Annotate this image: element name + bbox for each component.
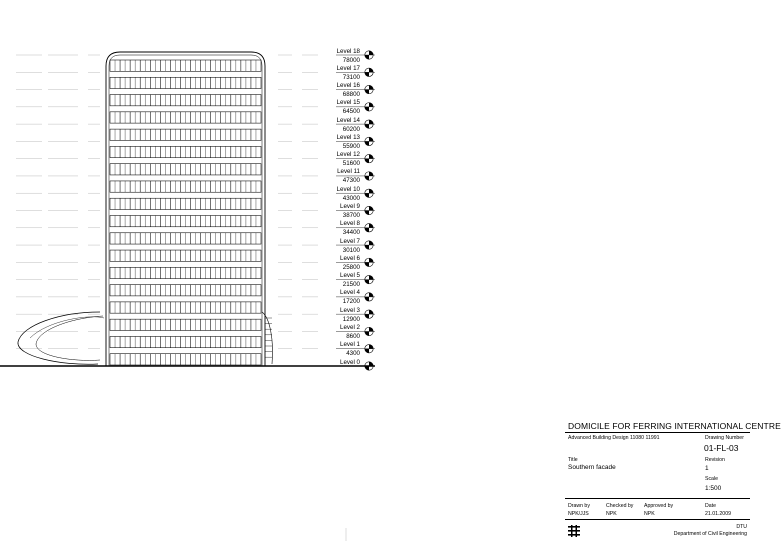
level-name: Level 6: [340, 254, 360, 262]
title-block: [565, 415, 781, 541]
podium-shell-right: [262, 312, 273, 364]
level-elevation: 8600: [346, 332, 360, 340]
revision-value: 1: [705, 465, 709, 472]
level-marker-icon: [363, 345, 375, 353]
level-elevation: 34400: [342, 229, 360, 237]
level-elevation: 64500: [342, 108, 360, 116]
scale-label: Scale: [705, 476, 718, 482]
level-marker-icon: [363, 206, 375, 214]
level-name: Level 3: [340, 306, 360, 314]
date-label: Date: [705, 503, 716, 509]
level-elevation: 21500: [342, 281, 360, 289]
level-marker-icon: [363, 120, 375, 128]
level-name: Level 10: [336, 185, 360, 193]
drawing-number: 01-FL-03: [704, 443, 739, 453]
level-marker-icon: [363, 258, 375, 266]
level-name: Level 1: [340, 341, 360, 349]
divider: [565, 519, 750, 520]
level-marker-icon: [363, 68, 375, 76]
level-name: Level 13: [336, 133, 360, 141]
tower-elevation: [106, 52, 265, 366]
level-elevation: 43000: [342, 194, 360, 202]
revision-label: Revision: [705, 457, 725, 463]
checked-by-value: NPK: [606, 511, 617, 517]
level-extension-lines: [16, 55, 318, 349]
podium-inner-shell: [36, 316, 103, 360]
level-marker-icon: [363, 51, 375, 59]
level-marker-icon: [363, 172, 375, 180]
title-label: Title: [568, 457, 578, 463]
level-elevation: 73100: [342, 73, 360, 81]
podium-edge: [30, 317, 104, 338]
level-name: Level 14: [336, 116, 360, 124]
level-name: Level 12: [336, 151, 360, 159]
level-marker-icon: [363, 224, 375, 232]
level-name: Level 15: [336, 99, 360, 107]
level-name: Level 4: [340, 289, 360, 297]
level-name: Level 5: [340, 272, 360, 280]
level-elevation: 30100: [342, 246, 360, 254]
drawing-title: Southern facade: [568, 464, 616, 471]
level-marker-icon: [363, 241, 375, 249]
level-name: Level 17: [336, 64, 360, 72]
level-name: Level 18: [336, 47, 360, 55]
drawing-number-label: Drawing Number: [705, 435, 744, 441]
level-elevation: 51600: [342, 160, 360, 168]
scale-value: 1:500: [705, 485, 722, 492]
level-name: Level 9: [340, 203, 360, 210]
podium-shell: [18, 312, 100, 364]
level-marker-icon: [363, 103, 375, 111]
divider: [565, 498, 750, 499]
level-elevation: 68800: [342, 91, 360, 99]
level-elevation: 17200: [342, 298, 360, 306]
level-name: Level 7: [340, 237, 360, 245]
level-name: Level 11: [337, 168, 360, 176]
level-elevation: 47300: [342, 177, 360, 185]
level-marker-icon: [363, 137, 375, 145]
dtu-logo-icon: [568, 525, 580, 538]
level-marker-icon: [363, 327, 375, 335]
project-name: DOMICILE FOR FERRING INTERNATIONAL CENTRE: [568, 421, 781, 431]
level-marker-icon: [363, 310, 375, 318]
level-elevation: 60200: [342, 125, 360, 133]
level-name: Level 16: [336, 82, 360, 90]
level-name: Level 8: [340, 220, 360, 228]
level-elevation: 12900: [342, 315, 360, 323]
level-marker-icon: [363, 293, 375, 301]
course-label: Advanced Building Design 11080 11991: [568, 435, 660, 441]
level-marker-icon: [363, 154, 375, 162]
level-elevation: 78000: [342, 56, 360, 64]
level-name: Level 0: [340, 358, 360, 366]
approved-by-label: Approved by: [644, 503, 674, 509]
drawn-by-label: Drawn by: [568, 503, 590, 509]
level-elevation: 4300: [346, 350, 360, 358]
level-name: Level 2: [340, 323, 360, 331]
level-elevation: 55900: [342, 142, 360, 150]
date-value: 21.01.2009: [705, 511, 731, 517]
approved-by-value: NPK: [644, 511, 655, 517]
divider: [565, 432, 750, 433]
department-name: Department of Civil Engineering: [673, 531, 747, 537]
checked-by-label: Checked by: [606, 503, 634, 509]
level-elevation: 38700: [342, 212, 360, 219]
org-name: DTU: [736, 524, 747, 530]
level-marker-icon: [363, 275, 375, 283]
level-marker-icon: [363, 85, 375, 93]
level-elevation: 25800: [342, 263, 360, 271]
drawn-by-value: NPK/JJS: [568, 511, 589, 517]
level-marker-icon: [363, 189, 375, 197]
